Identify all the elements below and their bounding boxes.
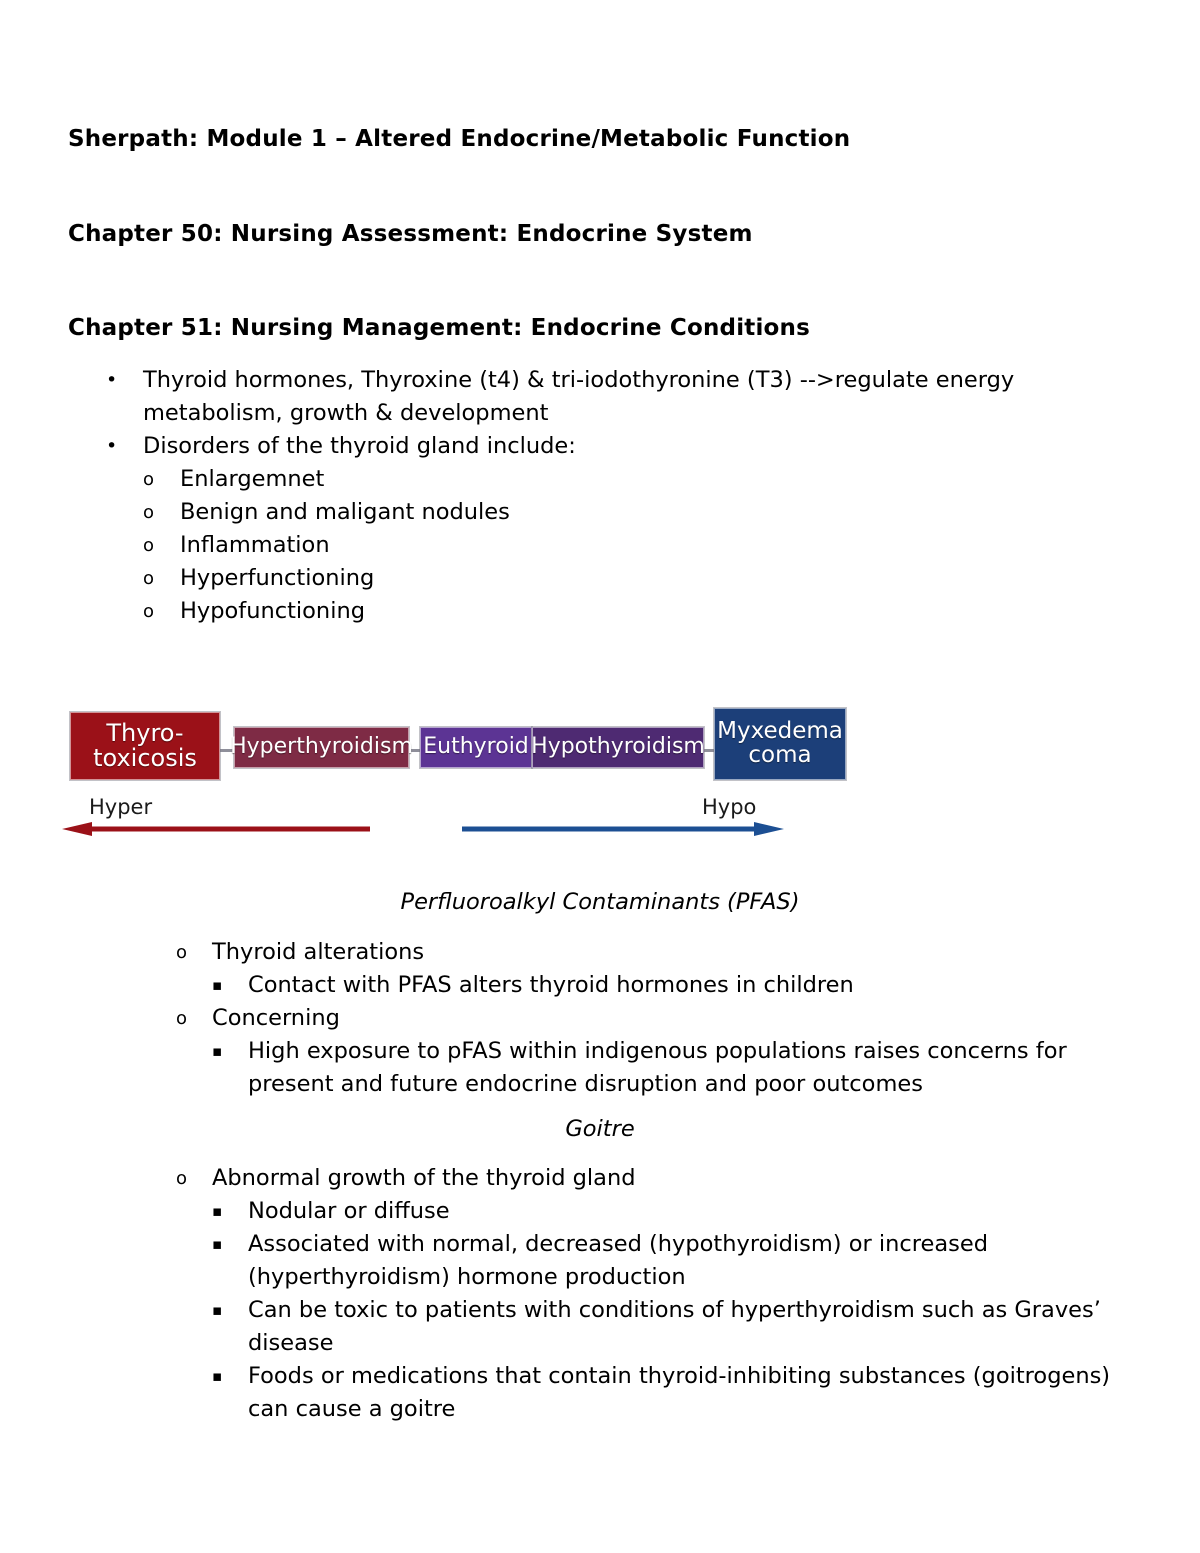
bullet-circle-icon: o [143,568,155,589]
bullet-circle-icon: o [143,469,155,490]
list-item [106,430,1096,628]
list-item [143,529,1096,562]
bullet-circle-icon: o [176,1008,188,1029]
goitre-list-level3 [212,1195,1126,1426]
bullet-disc-icon: • [106,369,118,391]
list-item [176,936,1126,1002]
list-item-text: Foods or medications that contain thyroid-inhibiting substances (goitrogens) can cause a goitre [248,1363,1111,1422]
list-item [212,1228,1126,1294]
spectrum-arrow-hyper [62,822,370,836]
goitre-list-level2 [176,1162,1126,1426]
goitre-list [176,1162,1126,1426]
list-item-text: Abnormal growth of the thyroid gland [212,1165,636,1191]
pfas-list [176,936,1126,1101]
thyroid-hormones-list [106,364,1096,628]
spectrum-box-line1: Myxedema [717,718,843,745]
list-item-text: Thyroid alterations [212,939,425,965]
list-item-text: High exposure to pFAS within indigenous populations raises concerns for present and future endocrine disruption and poor outcomes [248,1038,1067,1097]
spectrum-label-hypo: Hypo [702,795,757,819]
thyroid-list-level1 [106,364,1096,628]
list-item-text: Nodular or diffuse [248,1198,450,1224]
goitre-section-header: Goitre [565,1116,635,1142]
pfas-list-level2 [176,936,1126,1101]
list-item [212,969,1126,1002]
list-item [212,1294,1126,1360]
spectrum-box-myxedema-coma [714,708,846,780]
bullet-square-icon: ▪ [212,1367,223,1385]
list-item [212,1035,1126,1101]
list-item [212,1195,1126,1228]
chapter-51-heading: Chapter 51: Nursing Management: Endocrine Conditions [68,315,811,341]
bullet-square-icon: ▪ [212,1042,223,1060]
bullet-square-icon: ▪ [212,1301,223,1319]
list-item [176,1162,1126,1426]
list-item-text: Contact with PFAS alters thyroid hormones in children [248,972,854,998]
list-item-text: Can be toxic to patients with conditions of hyperthyroidism such as Graves’ disease [248,1297,1101,1356]
spectrum-box-line1: Euthyroid [423,734,529,760]
bullet-circle-icon: o [143,601,155,622]
list-item-text: Benign and maligant nodules [180,499,510,525]
list-item [106,364,1096,430]
spectrum-box-thyrotoxicosis [70,712,220,780]
list-item-text: Hyperfunctioning [180,565,375,591]
spectrum-box-euthyroid [420,727,532,768]
list-item [176,1002,1126,1101]
list-item-text: Hypofunctioning [180,598,365,624]
list-item [143,496,1096,529]
spectrum-box-row [62,700,843,780]
list-item [143,463,1096,496]
bullet-disc-icon: • [106,435,118,457]
spectrum-box-line1: Hyperthyroidism [230,734,413,760]
bullet-circle-icon: o [176,1168,188,1189]
bullet-square-icon: ▪ [212,1202,223,1220]
spectrum-box-hypothyroidism [532,727,704,768]
spectrum-arrow-hypo [462,822,784,836]
thyroid-spectrum-diagram [62,700,843,845]
bullet-square-icon: ▪ [212,1235,223,1253]
list-item [143,562,1096,595]
list-item-text: Associated with normal, decreased (hypothyroidism) or increased (hyperthyroidism) hormone production [248,1231,988,1290]
document-title: Sherpath: Module 1 – Altered Endocrine/Metabolic Function [68,126,851,152]
spectrum-box-hyperthyroidism [230,727,413,768]
pfas-list-level3 [212,1035,1126,1101]
list-item-text: Enlargemnet [180,466,325,492]
list-item-text: Thyroid hormones, Thyroxine (t4) & tri-iodothyronine (T3) -->regulate energy metabolism, growth & development [143,367,1015,426]
list-item-text: Disorders of the thyroid gland include: [143,433,576,459]
chapter-50-heading: Chapter 50: Nursing Assessment: Endocrine System [68,221,753,247]
spectrum-box-line1: Thyro- [106,719,184,748]
bullet-circle-icon: o [143,535,155,556]
bullet-circle-icon: o [176,942,188,963]
list-item-text: Inflammation [180,532,330,558]
list-item-text: Concerning [212,1005,340,1031]
thyroid-list-level2 [143,463,1096,628]
bullet-circle-icon: o [143,502,155,523]
list-item [143,595,1096,628]
spectrum-box-line1: Hypothyroidism [531,734,705,760]
pfas-list-level3 [212,969,1126,1002]
spectrum-box-line2: coma [748,742,812,768]
bullet-square-icon: ▪ [212,976,223,994]
spectrum-label-hyper: Hyper [89,795,153,819]
list-item [212,1360,1126,1426]
spectrum-box-line2: toxicosis [93,744,197,772]
pfas-section-header: Perfluoroalkyl Contaminants (PFAS) [400,889,800,915]
